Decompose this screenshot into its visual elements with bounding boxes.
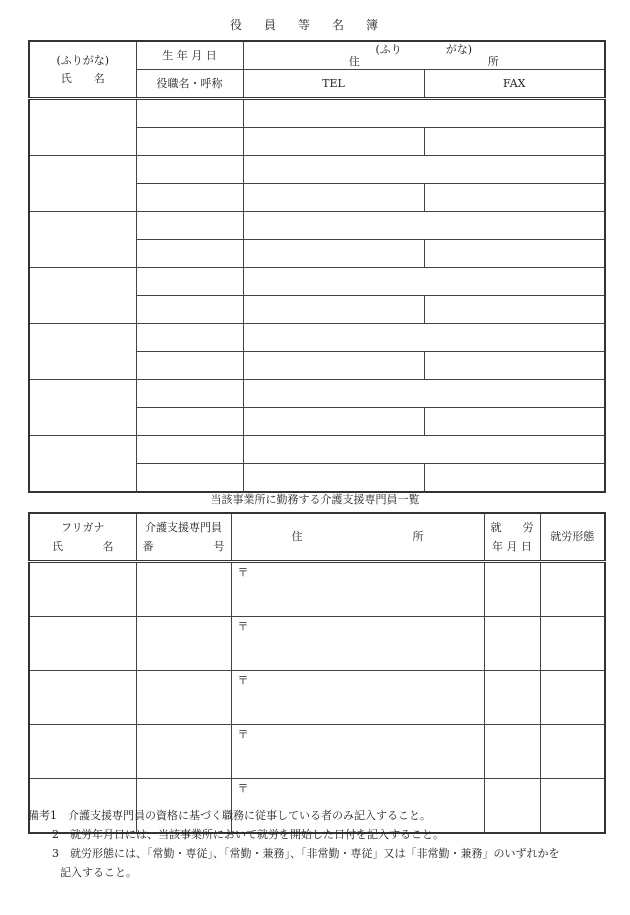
fax-header: FAX	[424, 70, 605, 99]
officer-position-cell[interactable]	[136, 408, 243, 436]
staff-address-cell[interactable]	[231, 671, 484, 725]
officer-name-cell[interactable]	[29, 436, 136, 493]
staff-work-form-cell[interactable]	[540, 671, 605, 725]
staff-address-cell[interactable]	[231, 617, 484, 671]
notes	[28, 806, 618, 882]
note-line-1: 備考1 介護支援専門員の資格に基づく職務に従事している者のみ記入すること。	[28, 809, 431, 822]
officer-position-cell[interactable]	[136, 352, 243, 380]
license-header-left: 番	[142, 539, 154, 553]
officer-address-cell[interactable]	[243, 156, 605, 184]
officer-fax-cell[interactable]	[424, 128, 605, 156]
staff-license-cell[interactable]	[136, 617, 231, 671]
officer-name-cell[interactable]	[29, 99, 136, 156]
officer-address-cell[interactable]	[243, 268, 605, 296]
officer-birthdate-cell[interactable]	[136, 156, 243, 184]
license-header-line1: 介護支援専門員	[145, 520, 222, 534]
officer-fax-cell[interactable]	[424, 184, 605, 212]
address-header	[243, 41, 605, 70]
section-title-care-managers: 当該事業所に勤務する介護支援専門員一覧	[210, 493, 420, 506]
officer-address-cell[interactable]	[243, 212, 605, 240]
officer-name-cell[interactable]	[29, 324, 136, 380]
name-header-left: 氏	[52, 539, 63, 553]
care-manager-table	[28, 512, 606, 834]
officer-address-cell[interactable]	[243, 99, 605, 128]
work-date-header	[484, 513, 540, 562]
staff-work-date-cell[interactable]	[484, 617, 540, 671]
staff-address-left: 住	[291, 530, 303, 544]
officer-tel-cell[interactable]	[243, 464, 424, 493]
staff-license-cell[interactable]	[136, 671, 231, 725]
officer-address-cell[interactable]	[243, 324, 605, 352]
officer-fax-cell[interactable]	[424, 352, 605, 380]
staff-address-header	[231, 513, 484, 562]
officer-fax-cell[interactable]	[424, 408, 605, 436]
officer-position-cell[interactable]	[136, 184, 243, 212]
officer-fax-cell[interactable]	[424, 296, 605, 324]
staff-work-form-cell[interactable]	[540, 725, 605, 779]
officer-tel-cell[interactable]	[243, 184, 424, 212]
work-date-line2: 年 月 日	[492, 539, 532, 553]
officer-name-cell[interactable]	[29, 156, 136, 212]
position-header: 役職名・呼称	[136, 70, 243, 99]
staff-work-date-cell[interactable]	[484, 671, 540, 725]
staff-address-right: 所	[412, 530, 424, 544]
officer-birthdate-cell[interactable]	[136, 436, 243, 464]
staff-license-cell[interactable]	[136, 562, 231, 617]
furigana-label: (ふりがな)	[56, 53, 110, 67]
officer-position-cell[interactable]	[136, 128, 243, 156]
officer-position-cell[interactable]	[136, 464, 243, 493]
work-form-header: 就労形態	[540, 513, 605, 562]
work-date-right: 労	[522, 520, 534, 534]
officer-position-cell[interactable]	[136, 240, 243, 268]
officer-tel-cell[interactable]	[243, 352, 424, 380]
officers-table	[28, 40, 606, 493]
name-header-right: 名	[102, 539, 114, 553]
officer-name-cell[interactable]	[29, 268, 136, 324]
furigana-header-label: フリガナ	[61, 520, 105, 534]
officer-name-cell[interactable]	[29, 380, 136, 436]
officer-tel-cell[interactable]	[243, 296, 424, 324]
address-furigana-left: (ふり	[375, 42, 402, 56]
staff-address-cell[interactable]	[231, 725, 484, 779]
postal-mark: 〒	[237, 620, 249, 633]
staff-name-cell[interactable]	[29, 671, 136, 725]
work-date-left: 就	[490, 520, 502, 534]
name-label: 氏 名	[60, 71, 105, 85]
staff-name-cell[interactable]	[29, 725, 136, 779]
officer-birthdate-cell[interactable]	[136, 212, 243, 240]
staff-work-date-cell[interactable]	[484, 725, 540, 779]
staff-name-cell[interactable]	[29, 617, 136, 671]
page-title: 役員等名簿	[229, 18, 400, 32]
officer-tel-cell[interactable]	[243, 128, 424, 156]
staff-work-form-cell[interactable]	[540, 562, 605, 617]
officer-birthdate-cell[interactable]	[136, 324, 243, 352]
officer-fax-cell[interactable]	[424, 240, 605, 268]
tel-header: TEL	[243, 70, 424, 99]
note-line-3: 3 就労形態には、「常勤・専従」、「常勤・兼務」、「非常勤・専従」又は「非常勤・兼務」のいずれかを	[52, 847, 560, 860]
staff-name-cell[interactable]	[29, 562, 136, 617]
officer-name-cell[interactable]	[29, 212, 136, 268]
postal-mark: 〒	[237, 728, 249, 741]
license-number-header	[136, 513, 231, 562]
postal-mark: 〒	[237, 782, 249, 795]
staff-license-cell[interactable]	[136, 725, 231, 779]
staff-work-form-cell[interactable]	[540, 617, 605, 671]
staff-address-cell[interactable]	[231, 562, 484, 617]
officer-tel-cell[interactable]	[243, 408, 424, 436]
license-header-right: 号	[213, 539, 225, 553]
address-furigana-right: がな)	[445, 42, 473, 56]
staff-work-date-cell[interactable]	[484, 562, 540, 617]
note-line-2: 2 就労年月日には、当該事業所において就労を開始した日付を記入すること。	[52, 828, 444, 841]
birthdate-header: 生 年 月 日	[136, 41, 243, 70]
officer-birthdate-cell[interactable]	[136, 268, 243, 296]
officer-address-cell[interactable]	[243, 436, 605, 464]
officer-birthdate-cell[interactable]	[136, 99, 243, 128]
note-line-4: 記入すること。	[60, 866, 137, 879]
officer-position-cell[interactable]	[136, 296, 243, 324]
postal-mark: 〒	[237, 566, 249, 579]
address-label-left: 住	[348, 54, 360, 68]
officer-birthdate-cell[interactable]	[136, 380, 243, 408]
address-label-right: 所	[487, 54, 499, 68]
furigana-name-header	[29, 513, 136, 562]
officer-fax-cell[interactable]	[424, 464, 605, 493]
postal-mark: 〒	[237, 674, 249, 687]
name-header	[29, 41, 136, 99]
officer-address-cell[interactable]	[243, 380, 605, 408]
officer-tel-cell[interactable]	[243, 240, 424, 268]
